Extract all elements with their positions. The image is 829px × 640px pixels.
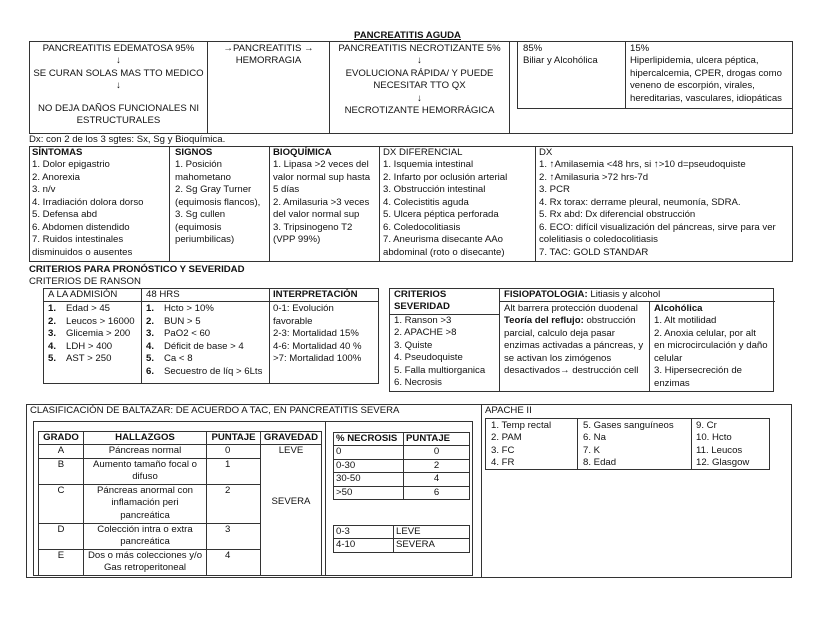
- grado-cell: C: [39, 484, 84, 523]
- item-number: 1.: [146, 303, 155, 315]
- interpretacion-item: 2-3: Mortalidad 15%: [273, 328, 359, 340]
- interpretacion-item: >7: Mortalidad 100%: [273, 353, 362, 365]
- necrosis-table: [333, 432, 470, 500]
- bioquimica-block: [270, 147, 380, 261]
- signos-list: [175, 159, 264, 246]
- h48-item: [146, 353, 265, 365]
- h48-item: [146, 316, 265, 328]
- alcoholica-title: Alcohólica: [654, 303, 703, 314]
- severidad-title: CRITERIOS SEVERIDAD: [390, 289, 499, 315]
- puntaje-cell: 3: [207, 523, 261, 549]
- severidad-box: [389, 288, 774, 392]
- signos-title: SIGNOS: [175, 147, 213, 158]
- hallazgo-cell: Páncreas normal: [84, 445, 207, 458]
- sintoma-item: 4. Irradiación dolora dorso: [32, 196, 144, 208]
- puntaje-cell: 2: [207, 484, 261, 523]
- apache-item: 4. FR: [491, 457, 515, 469]
- dx-diferencial-item: 5. Ulcera péptica perforada: [383, 209, 499, 221]
- hallazgo-cell: Dos o más colecciones y/o Gas retroperitoneal: [84, 549, 207, 575]
- dx-item: 5. Rx abd: Dx diferencial obstrucción: [539, 209, 696, 221]
- puntaje-cell: 1: [207, 458, 261, 484]
- admision-item: [48, 353, 137, 365]
- severidad-item: 1. Ranson >3: [394, 314, 452, 326]
- dx-item: 1. ↑Amilasemia <48 hrs, si ↑>10 d=pseudoquiste: [539, 159, 746, 171]
- down-arrow-icon: ↓: [116, 55, 121, 67]
- dx-title: DX: [539, 147, 553, 158]
- grado-cell: B: [39, 458, 84, 484]
- signos-block: [170, 147, 270, 261]
- item-text: Secuestro de líq > 6Lts: [164, 365, 263, 377]
- baltazar-block: [27, 405, 482, 577]
- h48-title: 48 HRS: [142, 289, 269, 302]
- necrosis-score: 6: [404, 486, 470, 499]
- score-range: 4-10: [334, 539, 394, 552]
- bioquimica-title: BIOQUÍMICA: [273, 147, 332, 158]
- sintomas-title: SÍNTOMAS: [32, 147, 83, 158]
- apache-item: 1. Temp rectal: [491, 420, 552, 431]
- interpretacion-title: INTERPRETACIÓN: [270, 289, 378, 302]
- severidad-item: 5. Falla multiorganica: [394, 364, 486, 376]
- dx-diferencial-item: 1. Isquemia intestinal: [383, 159, 474, 171]
- score-table: [333, 525, 470, 553]
- down-arrow-icon: ↓: [417, 92, 422, 104]
- bioquimica-list: [273, 159, 376, 246]
- header-grado: GRADO: [39, 432, 84, 445]
- sintoma-item: 6. Abdomen distendido: [32, 221, 130, 233]
- dx-diferencial-item: 6. Coledocolitiasis: [383, 221, 461, 233]
- item-text: Déficit de base > 4: [164, 340, 244, 352]
- baltazar-table: [38, 431, 322, 576]
- score-range: 0-3: [334, 526, 394, 539]
- hemorragia-line2: HEMORRAGIA: [235, 55, 302, 67]
- necrotizante-block: [330, 42, 510, 134]
- item-number: 5.: [48, 353, 57, 365]
- grado-cell: A: [39, 445, 84, 458]
- necrosis-score: 0: [404, 446, 470, 459]
- edematosa-block: [30, 42, 208, 134]
- baltazar-divider: [325, 421, 326, 576]
- hallazgo-cell: Aumento tamaño focal o difuso: [84, 458, 207, 484]
- apache-item: 12. Glasgow: [696, 457, 750, 469]
- sintoma-item: 2. Anorexia: [32, 171, 81, 183]
- item-number: 6.: [146, 365, 155, 377]
- etiologia-box: [517, 41, 793, 109]
- dx-item: 4. Rx torax: derrame pleural, neumonía, SDRA.: [539, 196, 741, 208]
- alcoholica-col: [650, 302, 773, 391]
- alcoholica-item: 1. Alt motilidad: [654, 315, 717, 327]
- sintoma-item: 7. Ruidos intestinales disminuidos o ausentes: [32, 234, 133, 258]
- header-gravedad: GRAVEDAD: [261, 432, 322, 445]
- hallazgo-cell: Colección intra o extra pancreática: [84, 523, 207, 549]
- score-label: LEVE: [394, 526, 470, 539]
- dx-item: 3. PCR: [539, 184, 570, 196]
- apache-block: [482, 405, 792, 469]
- h48-item: [146, 303, 265, 315]
- sintoma-item: 5. Defensa abd: [32, 209, 98, 221]
- bioquimica-item: 3. Tripsinogeno T2 (VPP 99%): [273, 221, 353, 246]
- necrotizante-line: EVOLUCIONA RÁPIDA/ Y PUEDE NECESITAR TTO QX: [345, 67, 494, 92]
- criterios-heading: CRITERIOS PARA PRONÓSTICO Y SEVERIDAD: [29, 264, 245, 275]
- necrosis-cell: 30-50: [334, 473, 404, 486]
- dx-diferencial-block: [380, 147, 536, 261]
- etiologia-pct-1: 85%: [523, 43, 543, 54]
- signo-item: 1. Posición mahometano: [175, 159, 231, 183]
- necrosis-cell: 0-30: [334, 459, 404, 472]
- dx-criteria-note: Dx: con 2 de los 3 sgtes: Sx, Sg y Bioquímica.: [29, 134, 226, 145]
- apache-title: APACHE II: [485, 405, 532, 416]
- hemorragia-block: [208, 42, 330, 134]
- severidad-col: [390, 289, 500, 391]
- header-puntaje: PUNTAJE: [207, 432, 261, 445]
- etiologia-cause-1: Biliar y Alcohólica: [523, 55, 598, 67]
- necrosis-score: 2: [404, 459, 470, 472]
- admision-item: [48, 328, 137, 340]
- item-text: Glicemia > 200: [66, 328, 131, 340]
- interpretacion-item: 0-1: Evolución favorable: [273, 303, 334, 327]
- hemorragia-line1: →PANCREATITIS →: [223, 43, 314, 54]
- dx-list: [539, 159, 789, 259]
- dx-diferencial-title: DX DIFERENCIAL: [383, 147, 463, 158]
- apache-item: 3. FC: [491, 444, 515, 456]
- sintoma-item: 3. n/v: [32, 184, 56, 196]
- apache-col-1: [486, 419, 578, 469]
- ranson-box: [43, 288, 379, 384]
- item-number: 4.: [48, 340, 57, 352]
- necrosis-cell: 0: [334, 446, 404, 459]
- reflujo-text: obstrucción parcial, calculo deja pasar enzimas activadas a páncreas, y se activan los zimógenos desactivados→ destrucción cell: [504, 315, 644, 377]
- item-text: Leucos > 16000: [66, 315, 135, 327]
- h48-item: [146, 341, 265, 353]
- item-number: 1.: [48, 303, 57, 315]
- dx-item: 2. ↑Amilasuria >72 hrs-7d: [539, 171, 649, 183]
- fisio-body: [500, 302, 650, 391]
- alcoholica-item: 3. Hipersecreción de enzimas: [654, 365, 742, 389]
- grado-cell: E: [39, 549, 84, 575]
- dx-diferencial-item: 2. Infarto por oclusión arterial: [383, 171, 508, 183]
- fisio-subtitle: Litiasis y alcohol: [590, 289, 661, 300]
- apache-item: 5. Gases sanguíneos: [583, 420, 674, 431]
- dx-diferencial-item: 3. Obstrucción intestinal: [383, 184, 486, 196]
- dx-block: [536, 147, 792, 261]
- apache-col-3: [692, 419, 770, 469]
- dx-item: 7. TAC: GOLD STANDAR: [539, 246, 649, 258]
- down-arrow-icon: ↓: [116, 80, 121, 92]
- admision-list: [44, 302, 141, 366]
- grado-cell: D: [39, 523, 84, 549]
- item-text: Ca < 8: [164, 353, 193, 365]
- header-necrosis-puntaje: PUNTAJE: [404, 433, 470, 446]
- admision-item: [48, 303, 137, 315]
- hallazgo-cell: Páncreas anormal con inflamación peri pancreática: [84, 484, 207, 523]
- admision-col: [44, 289, 142, 383]
- apache-item: 11. Leucos: [696, 444, 743, 456]
- item-number: 2.: [146, 315, 155, 327]
- header-necrosis: % NECROSIS: [334, 433, 404, 446]
- fisio-line1: Alt barrera protección duodenal: [504, 303, 638, 314]
- gravedad-severa-label: SEVERA: [271, 496, 311, 508]
- score-label: SEVERA: [394, 539, 470, 552]
- ranson-heading: CRITERIOS DE RANSON: [29, 276, 141, 287]
- severidad-item: 3. Quiste: [394, 339, 433, 351]
- necrotizante-heading: PANCREATITIS NECROTIZANTE 5%: [338, 43, 501, 54]
- fisio-header: [500, 289, 775, 302]
- sintomas-list: [32, 159, 167, 259]
- fisio-title: FISIOPATOLOGIA:: [504, 289, 588, 300]
- item-text: AST > 250: [66, 353, 112, 365]
- edematosa-heading: PANCREATITIS EDEMATOSA 95%: [42, 43, 195, 54]
- puntaje-cell: 0: [207, 445, 261, 458]
- etiologia-other: [626, 42, 792, 108]
- h48-col: [142, 289, 270, 383]
- edematosa-line: SE CURAN SOLAS MAS TTO MEDICO: [33, 67, 204, 79]
- dx-diferencial-item: 7. Aneurisma disecante AAo abdominal (roto o disecante): [383, 234, 505, 258]
- item-number: 2.: [48, 315, 57, 327]
- apache-box: [485, 418, 770, 470]
- severidad-item: 6. Necrosis: [394, 377, 442, 389]
- admision-title: A LA ADMISIÓN: [44, 289, 141, 302]
- header-hallazgos: HALLAZGOS: [84, 432, 207, 445]
- h48-item: [146, 328, 265, 340]
- item-number: 3.: [48, 328, 57, 340]
- item-number: 4.: [146, 340, 155, 352]
- apache-item: 6. Na: [583, 432, 606, 444]
- apache-item: 8. Edad: [583, 457, 617, 469]
- apache-col-2: [578, 419, 692, 469]
- signo-item: 3. Sg cullen (equimosis periumbilicas): [175, 209, 235, 246]
- severidad-list: [390, 315, 499, 390]
- item-text: BUN > 5: [164, 315, 201, 327]
- admision-item: [48, 316, 137, 328]
- apache-item: 9. Cr: [696, 420, 717, 431]
- puntaje-cell: 4: [207, 549, 261, 575]
- edematosa-result: NO DEJA DAÑOS FUNCIONALES NI ESTRUCTURALES: [38, 102, 199, 127]
- etiologia-common: [518, 42, 626, 108]
- baltazar-heading: CLASIFICACIÓN DE BALTAZAR: DE ACUERDO A TAC, EN PANCREATITIS SEVERA: [30, 405, 400, 416]
- alcoholica-item: 2. Anoxia celular, por alt en microcirculación y daño celular: [654, 327, 768, 364]
- sintoma-item: 1. Dolor epigastrio: [32, 159, 110, 171]
- item-text: LDH > 400: [66, 340, 113, 352]
- necrosis-score: 4: [404, 473, 470, 486]
- dx-item: 6. ECO: difícil visualización del páncreas, sirve para ver colelitiasis o coledocolitiasis: [539, 221, 776, 246]
- apache-item: 10. Hcto: [696, 432, 732, 444]
- necrotizante-result: NECROTIZANTE HEMORRÁGICA: [344, 105, 495, 117]
- severidad-item: 2. APACHE >8: [394, 327, 457, 339]
- item-text: PaO2 < 60: [164, 328, 211, 340]
- bioquimica-item: 2. Amilasuria >3 veces del valor normal sup: [273, 196, 370, 221]
- gravedad-severa: [261, 484, 322, 575]
- item-number: 5.: [146, 353, 155, 365]
- item-text: Edad > 45: [66, 303, 111, 315]
- reflujo-title: Teoría del reflujo:: [504, 315, 584, 327]
- gravedad-leve: LEVE: [261, 445, 322, 484]
- alcoholica-list: [654, 315, 769, 390]
- severidad-item: 4. Pseudoquiste: [394, 352, 463, 364]
- apache-item: 7. K: [583, 444, 601, 456]
- interpretacion-col: [270, 289, 378, 383]
- item-number: 3.: [146, 328, 155, 340]
- down-arrow-icon: ↓: [417, 55, 422, 67]
- bioquimica-item: 1. Lipasa >2 veces del valor normal sup hasta 5 días: [273, 159, 371, 196]
- interpretacion-item: 4-6: Mortalidad 40 %: [273, 340, 362, 352]
- sintomas-block: [30, 147, 170, 261]
- interpretacion-list: [270, 302, 378, 366]
- apache-item: 2. PAM: [491, 432, 522, 444]
- dx-diferencial-list: [383, 159, 532, 259]
- item-text: Hcto > 10%: [164, 303, 214, 315]
- h48-item: [146, 366, 265, 378]
- dx-diferencial-item: 4. Colecistitis aguda: [383, 196, 469, 208]
- etiologia-cause-2: Hiperlipidemia, ulcera péptica, hipercalcemia, CPER, drogas como veneno de escorpión, virales, hereditarias, vasculares, idiopáticas: [630, 55, 782, 104]
- etiologia-pct-2: 15%: [630, 43, 650, 54]
- necrosis-cell: >50: [334, 486, 404, 499]
- signo-item: 2. Sg Gray Turner (equimosis flancos),: [175, 184, 261, 208]
- h48-list: [142, 302, 269, 379]
- page-title: PANCREATITIS AGUDA: [354, 30, 461, 41]
- admision-item: [48, 341, 137, 353]
